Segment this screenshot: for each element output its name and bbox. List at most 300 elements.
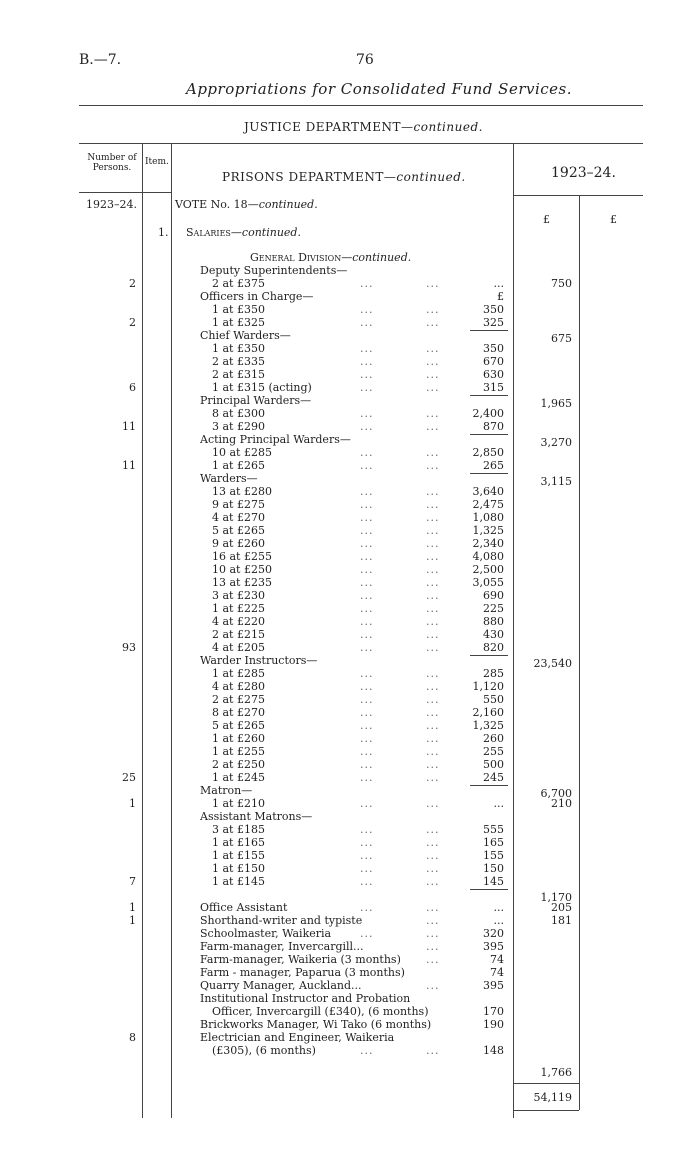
table-row	[0, 771, 700, 784]
general-division-cont: —continued.	[341, 251, 412, 264]
leader-dots: ...	[360, 459, 374, 472]
row-persons: 11	[122, 420, 136, 433]
subtotal-rule	[470, 395, 508, 396]
row-amount: 320	[483, 927, 504, 940]
table-row	[0, 1005, 700, 1018]
row-amount: 2,500	[472, 563, 504, 576]
row-amount: 145	[483, 875, 504, 888]
subtotal-rule	[470, 330, 508, 331]
table-row	[0, 1031, 700, 1044]
leader-dots: ...	[426, 498, 440, 511]
row-label: 5 at £265	[212, 719, 265, 732]
department-heading	[244, 120, 483, 134]
row-label: Shorthand-writer and typiste	[200, 914, 363, 927]
row-total: 3,115	[540, 475, 572, 488]
leader-dots: ...	[360, 550, 374, 563]
leader-dots: ...	[360, 849, 374, 862]
row-persons: 8	[129, 1031, 136, 1044]
row-amount: 265	[483, 459, 504, 472]
table-row	[0, 485, 700, 498]
row-amount: 2,850	[472, 446, 504, 459]
leader-dots: ...	[360, 628, 374, 641]
table-row	[0, 667, 700, 680]
leader-dots: ...	[360, 342, 374, 355]
row-label: Officer, Invercargill (£340), (6 months)	[212, 1005, 429, 1018]
final-subtotal: 1,766	[540, 1066, 572, 1079]
leader-dots: ...	[426, 355, 440, 368]
row-total: 23,540	[533, 657, 572, 670]
row-label: Officers in Charge—	[200, 290, 314, 303]
leader-dots: ...	[360, 1044, 374, 1057]
row-label: 2 at £250	[212, 758, 265, 771]
grand-total: 54,119	[533, 1091, 572, 1104]
row-amount: 820	[483, 641, 504, 654]
leader-dots: ...	[426, 797, 440, 810]
leader-dots: ...	[426, 602, 440, 615]
table-row	[0, 329, 700, 345]
table-row	[0, 888, 700, 904]
row-amount: 285	[483, 667, 504, 680]
salaries-heading	[186, 226, 301, 239]
row-label: 5 at £265	[212, 524, 265, 537]
row-amount: 670	[483, 355, 504, 368]
row-label: Warders—	[200, 472, 258, 485]
leader-dots: ...	[426, 550, 440, 563]
row-label: 1 at £260	[212, 732, 265, 745]
leader-dots: ...	[426, 342, 440, 355]
row-label: 4 at £270	[212, 511, 265, 524]
row-label: Farm-manager, Invercargill...	[200, 940, 364, 953]
row-amount: ...	[493, 277, 504, 290]
leader-dots: ...	[360, 823, 374, 836]
table-row	[0, 277, 700, 290]
row-label: Quarry Manager, Auckland...	[200, 979, 362, 992]
row-label: 3 at £230	[212, 589, 265, 602]
leader-dots: ...	[360, 680, 374, 693]
row-amount: 2,475	[472, 498, 504, 511]
leader-dots: ...	[426, 693, 440, 706]
leader-dots: ...	[360, 589, 374, 602]
leader-dots: ...	[360, 667, 374, 680]
row-label: Farm-manager, Waikeria (3 months)	[200, 953, 401, 966]
table-row	[0, 810, 700, 823]
row-amount: 395	[483, 940, 504, 953]
row-label: Assistant Matrons—	[200, 810, 313, 823]
leader-dots: ...	[360, 355, 374, 368]
row-amount: 4,080	[472, 550, 504, 563]
row-persons: 6	[129, 381, 136, 394]
row-amount: 260	[483, 732, 504, 745]
col-item-header: Item.	[145, 157, 169, 167]
row-amount: 1,080	[472, 511, 504, 524]
row-persons: 1	[129, 797, 136, 810]
table-row	[0, 563, 700, 576]
leader-dots: ...	[426, 563, 440, 576]
row-amount: 165	[483, 836, 504, 849]
row-amount: 1,325	[472, 524, 504, 537]
row-amount: 1,325	[472, 719, 504, 732]
salaries-label: Salaries	[186, 226, 231, 239]
department-name: JUSTICE DEPARTMENT	[244, 120, 402, 134]
leader-dots: ...	[360, 771, 374, 784]
row-label: (£305), (6 months)	[212, 1044, 316, 1057]
leader-dots: ...	[426, 914, 440, 927]
leader-dots: ...	[360, 511, 374, 524]
table-row	[0, 550, 700, 563]
row-amount: 2,340	[472, 537, 504, 550]
row-amount: 170	[483, 1005, 504, 1018]
table-row	[0, 1044, 700, 1057]
leader-dots: ...	[360, 927, 374, 940]
row-label: 8 at £300	[212, 407, 265, 420]
table-row	[0, 498, 700, 511]
leader-dots: ...	[426, 537, 440, 550]
table-row	[0, 381, 700, 394]
leader-dots: ...	[426, 667, 440, 680]
year-heading: 1923–24.	[551, 165, 616, 181]
row-label: 4 at £205	[212, 641, 265, 654]
leader-dots: ...	[360, 836, 374, 849]
row-amount: 2,160	[472, 706, 504, 719]
leader-dots: ...	[426, 615, 440, 628]
row-amount: 550	[483, 693, 504, 706]
table-row	[0, 511, 700, 524]
row-label: 1 at £210	[212, 797, 265, 810]
table-row	[0, 446, 700, 459]
leader-dots: ...	[426, 446, 440, 459]
table-row	[0, 394, 700, 410]
leader-dots: ...	[360, 602, 374, 615]
row-amount: 190	[483, 1018, 504, 1031]
row-amount: 350	[483, 303, 504, 316]
row-label: 1 at £350	[212, 342, 265, 355]
row-label: 4 at £280	[212, 680, 265, 693]
row-persons: 2	[129, 277, 136, 290]
row-amount: ...	[493, 901, 504, 914]
row-label: 1 at £265	[212, 459, 265, 472]
pound-col2: £	[610, 213, 617, 226]
row-label: Acting Principal Warders—	[200, 433, 351, 446]
leader-dots: ...	[426, 316, 440, 329]
table-row	[0, 316, 700, 329]
row-total: 205	[551, 901, 572, 914]
row-amount: 74	[490, 953, 504, 966]
leader-dots: ...	[360, 407, 374, 420]
row-label: 1 at £225	[212, 602, 265, 615]
leader-dots: ...	[426, 589, 440, 602]
row-persons: 25	[122, 771, 136, 784]
table-row	[0, 706, 700, 719]
row-amount: 245	[483, 771, 504, 784]
table-row	[0, 953, 700, 966]
table-row	[0, 862, 700, 875]
row-total: 6,700	[540, 787, 572, 800]
leader-dots: ...	[360, 537, 374, 550]
table-row	[0, 979, 700, 992]
row-label: 1 at £315 (acting)	[212, 381, 312, 394]
leader-dots: ...	[426, 303, 440, 316]
row-label: Schoolmaster, Waikeria	[200, 927, 332, 940]
row-label: 16 at £255	[212, 550, 272, 563]
leader-dots: ...	[426, 771, 440, 784]
department-cont: —continued.	[401, 120, 483, 134]
leader-dots: ...	[360, 615, 374, 628]
table-row	[0, 992, 700, 1005]
row-label: 2 at £335	[212, 355, 265, 368]
leader-dots: ...	[426, 706, 440, 719]
table-row	[0, 940, 700, 953]
row-amount: 155	[483, 849, 504, 862]
table-row	[0, 472, 700, 488]
table-row	[0, 719, 700, 732]
table-row	[0, 420, 700, 433]
leader-dots: ...	[360, 862, 374, 875]
general-division-heading	[250, 251, 411, 264]
table-row	[0, 355, 700, 368]
persons-year: 1923–24.	[86, 198, 137, 211]
row-label: 13 at £235	[212, 576, 272, 589]
leader-dots: ...	[426, 745, 440, 758]
leader-dots: ...	[426, 511, 440, 524]
table-row	[0, 342, 700, 355]
row-persons: 93	[122, 641, 136, 654]
leader-dots: ...	[360, 368, 374, 381]
leader-dots: ...	[360, 381, 374, 394]
table-row	[0, 849, 700, 862]
row-amount: 150	[483, 862, 504, 875]
row-total: 1,965	[540, 397, 572, 410]
leader-dots: ...	[360, 316, 374, 329]
year-rule	[513, 195, 643, 196]
leader-dots: ...	[360, 706, 374, 719]
leader-dots: ...	[426, 1044, 440, 1057]
page-number: 76	[356, 52, 374, 68]
vote-number: VOTE No. 18	[175, 198, 248, 211]
row-total: 750	[551, 277, 572, 290]
table-row	[0, 680, 700, 693]
leader-dots: ...	[426, 953, 440, 966]
row-amount: 870	[483, 420, 504, 433]
page-title: Appropriations for Consolidated Fund Services.	[186, 80, 573, 98]
leader-dots: ...	[426, 381, 440, 394]
row-amount: 630	[483, 368, 504, 381]
table-row	[0, 589, 700, 602]
row-label: Electrician and Engineer, Waikeria	[200, 1031, 395, 1044]
leader-dots: ...	[360, 875, 374, 888]
row-label: 2 at £375	[212, 277, 265, 290]
vote-heading	[175, 198, 318, 211]
leader-dots: ...	[426, 927, 440, 940]
row-amount: 500	[483, 758, 504, 771]
table-row	[0, 290, 700, 303]
table-row	[0, 264, 700, 277]
row-label: Brickworks Manager, Wi Tako (6 months)	[200, 1018, 432, 1031]
row-label: 3 at £290	[212, 420, 265, 433]
leader-dots: ...	[426, 277, 440, 290]
table-row	[0, 784, 700, 800]
subtotal-rule	[470, 655, 508, 656]
row-label: 1 at £155	[212, 849, 265, 862]
row-total: 675	[551, 332, 572, 345]
table-row	[0, 615, 700, 628]
row-label: 10 at £285	[212, 446, 272, 459]
row-total: 181	[551, 914, 572, 927]
row-amount: ...	[493, 797, 504, 810]
table-row	[0, 459, 700, 472]
row-label: Warder Instructors—	[200, 654, 318, 667]
row-label: 1 at £350	[212, 303, 265, 316]
table-row	[0, 693, 700, 706]
subtotal-rule	[470, 473, 508, 474]
table-row	[0, 641, 700, 654]
leader-dots: ...	[426, 368, 440, 381]
final-rule-2	[513, 1110, 579, 1111]
row-label: 1 at £165	[212, 836, 265, 849]
leader-dots: ...	[426, 836, 440, 849]
leader-dots: ...	[360, 797, 374, 810]
leader-dots: ...	[360, 732, 374, 745]
leader-dots: ...	[426, 459, 440, 472]
row-amount: 74	[490, 966, 504, 979]
row-amount: 350	[483, 342, 504, 355]
leader-dots: ...	[426, 862, 440, 875]
leader-dots: ...	[360, 901, 374, 914]
table-row	[0, 537, 700, 550]
table-row	[0, 901, 700, 914]
table-row	[0, 745, 700, 758]
leader-dots: ...	[360, 693, 374, 706]
leader-dots: ...	[426, 524, 440, 537]
item-number: 1.	[158, 226, 169, 239]
table-row	[0, 602, 700, 615]
subdept-name: PRISONS DEPARTMENT	[222, 170, 384, 184]
leader-dots: ...	[426, 407, 440, 420]
leader-dots: ...	[426, 732, 440, 745]
leader-dots: ...	[360, 498, 374, 511]
row-amount: ...	[493, 914, 504, 927]
row-label: 1 at £255	[212, 745, 265, 758]
leader-dots: ...	[360, 277, 374, 290]
row-label: 1 at £145	[212, 875, 265, 888]
leader-dots: ...	[426, 979, 440, 992]
leader-dots: ...	[360, 420, 374, 433]
table-row	[0, 732, 700, 745]
table-row	[0, 927, 700, 940]
table-row	[0, 797, 700, 810]
row-amount: 430	[483, 628, 504, 641]
leader-dots: ...	[360, 641, 374, 654]
table-row	[0, 628, 700, 641]
row-persons: 2	[129, 316, 136, 329]
row-persons: 1	[129, 901, 136, 914]
row-label: 1 at £245	[212, 771, 265, 784]
leader-dots: ...	[360, 758, 374, 771]
row-amount: 148	[483, 1044, 504, 1057]
leader-dots: ...	[426, 823, 440, 836]
row-amount: 555	[483, 823, 504, 836]
vote-cont: —continued.	[247, 198, 318, 211]
row-persons: 7	[129, 875, 136, 888]
table-row	[0, 966, 700, 979]
row-amount: 3,055	[472, 576, 504, 589]
leader-dots: ...	[360, 303, 374, 316]
row-label: 2 at £215	[212, 628, 265, 641]
table-row	[0, 1018, 700, 1031]
row-amount: 225	[483, 602, 504, 615]
subdept-heading	[222, 170, 466, 184]
row-persons: 11	[122, 459, 136, 472]
salaries-cont: —continued.	[230, 226, 301, 239]
row-label: Chief Warders—	[200, 329, 291, 342]
row-label: Institutional Instructor and Probation	[200, 992, 411, 1005]
row-amount: £	[497, 290, 504, 303]
row-label: 2 at £275	[212, 693, 265, 706]
row-amount: 315	[483, 381, 504, 394]
row-label: 9 at £260	[212, 537, 265, 550]
table-row	[0, 524, 700, 537]
row-amount: 880	[483, 615, 504, 628]
row-label: Deputy Superintendents—	[200, 264, 348, 277]
row-amount: 1,120	[472, 680, 504, 693]
row-label: 1 at £150	[212, 862, 265, 875]
leader-dots: ...	[426, 641, 440, 654]
persons-rule	[79, 192, 171, 193]
row-label: Farm - manager, Paparua (3 months)	[200, 966, 405, 979]
leader-dots: ...	[426, 719, 440, 732]
row-label: 8 at £270	[212, 706, 265, 719]
row-label: 13 at £280	[212, 485, 272, 498]
table-row	[0, 654, 700, 670]
row-total: 1,170	[540, 891, 572, 904]
row-amount: 395	[483, 979, 504, 992]
table-row	[0, 576, 700, 589]
row-label: 10 at £250	[212, 563, 272, 576]
table-row	[0, 914, 700, 927]
col-persons-header: Number of Persons.	[87, 153, 137, 173]
leader-dots: ...	[360, 745, 374, 758]
row-amount: 325	[483, 316, 504, 329]
row-label: 4 at £220	[212, 615, 265, 628]
table-row	[0, 303, 700, 316]
row-total: 210	[551, 797, 572, 810]
table-row	[0, 836, 700, 849]
final-rule-1	[513, 1083, 579, 1084]
leader-dots: ...	[426, 849, 440, 862]
row-label: Office Assistant	[200, 901, 288, 914]
leader-dots: ...	[426, 901, 440, 914]
row-label: Matron—	[200, 784, 253, 797]
leader-dots: ...	[426, 680, 440, 693]
pound-col1: £	[543, 213, 550, 226]
leader-dots: ...	[426, 485, 440, 498]
row-label: 1 at £285	[212, 667, 265, 680]
row-label: Principal Warders—	[200, 394, 312, 407]
row-amount: 3,640	[472, 485, 504, 498]
leader-dots: ...	[426, 940, 440, 953]
leader-dots: ...	[426, 758, 440, 771]
row-amount: 690	[483, 589, 504, 602]
row-amount: 255	[483, 745, 504, 758]
header-rule	[79, 105, 643, 106]
subtotal-rule	[470, 434, 508, 435]
subtotal-rule	[470, 889, 508, 890]
table-row	[0, 407, 700, 420]
leader-dots: ...	[360, 485, 374, 498]
row-label: 1 at £325	[212, 316, 265, 329]
row-label: 3 at £185	[212, 823, 265, 836]
row-label: 2 at £315	[212, 368, 265, 381]
subtotal-rule	[470, 785, 508, 786]
